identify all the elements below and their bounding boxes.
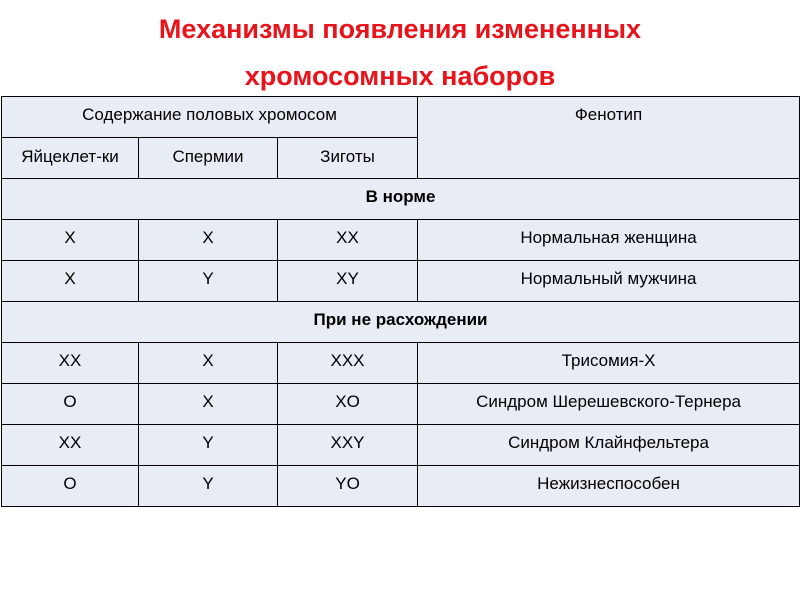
sperm-header: Спермии (139, 138, 278, 179)
zygote-cell: XXX (278, 343, 418, 384)
eggs-header: Яйцеклет-ки (2, 138, 139, 179)
zygotes-header: Зиготы (278, 138, 418, 179)
table-row (2, 466, 800, 507)
title-line-1: Механизмы появления измененных (158, 14, 642, 44)
slide-title (0, 6, 800, 100)
sex-chromosome-content-header: Содержание половых хромосом (2, 97, 418, 138)
phenotype-cell: Нормальный мужчина (418, 261, 800, 302)
egg-cell: XX (2, 343, 139, 384)
table-row (2, 384, 800, 425)
phenotype-cell: Трисомия-Х (418, 343, 800, 384)
sperm-cell: X (139, 343, 278, 384)
section-title-nondisjunction: При не расхождении (2, 302, 800, 343)
phenotype-header: Фенотип (418, 97, 800, 179)
sperm-cell: Y (139, 425, 278, 466)
zygote-cell: YO (278, 466, 418, 507)
zygote-cell: XX (278, 220, 418, 261)
table-row (2, 425, 800, 466)
sperm-cell: Y (139, 261, 278, 302)
title-line-2: хромосомных наборов (244, 61, 556, 91)
egg-cell: X (2, 261, 139, 302)
table-row (2, 343, 800, 384)
egg-cell: O (2, 466, 139, 507)
section-row (2, 302, 800, 343)
egg-cell: O (2, 384, 139, 425)
sperm-cell: Y (139, 466, 278, 507)
section-row (2, 179, 800, 220)
table-header-row (2, 97, 800, 138)
phenotype-cell: Синдром Клайнфельтера (418, 425, 800, 466)
sperm-cell: X (139, 220, 278, 261)
section-title-normal: В норме (2, 179, 800, 220)
phenotype-cell: Нежизнеспособен (418, 466, 800, 507)
sperm-cell: X (139, 384, 278, 425)
table-row (2, 261, 800, 302)
zygote-cell: XY (278, 261, 418, 302)
phenotype-cell: Нормальная женщина (418, 220, 800, 261)
zygote-cell: XXY (278, 425, 418, 466)
egg-cell: XX (2, 425, 139, 466)
table-row (2, 220, 800, 261)
phenotype-cell: Синдром Шерешевского-Тернера (418, 384, 800, 425)
chromosome-table (1, 96, 800, 507)
egg-cell: X (2, 220, 139, 261)
zygote-cell: XO (278, 384, 418, 425)
